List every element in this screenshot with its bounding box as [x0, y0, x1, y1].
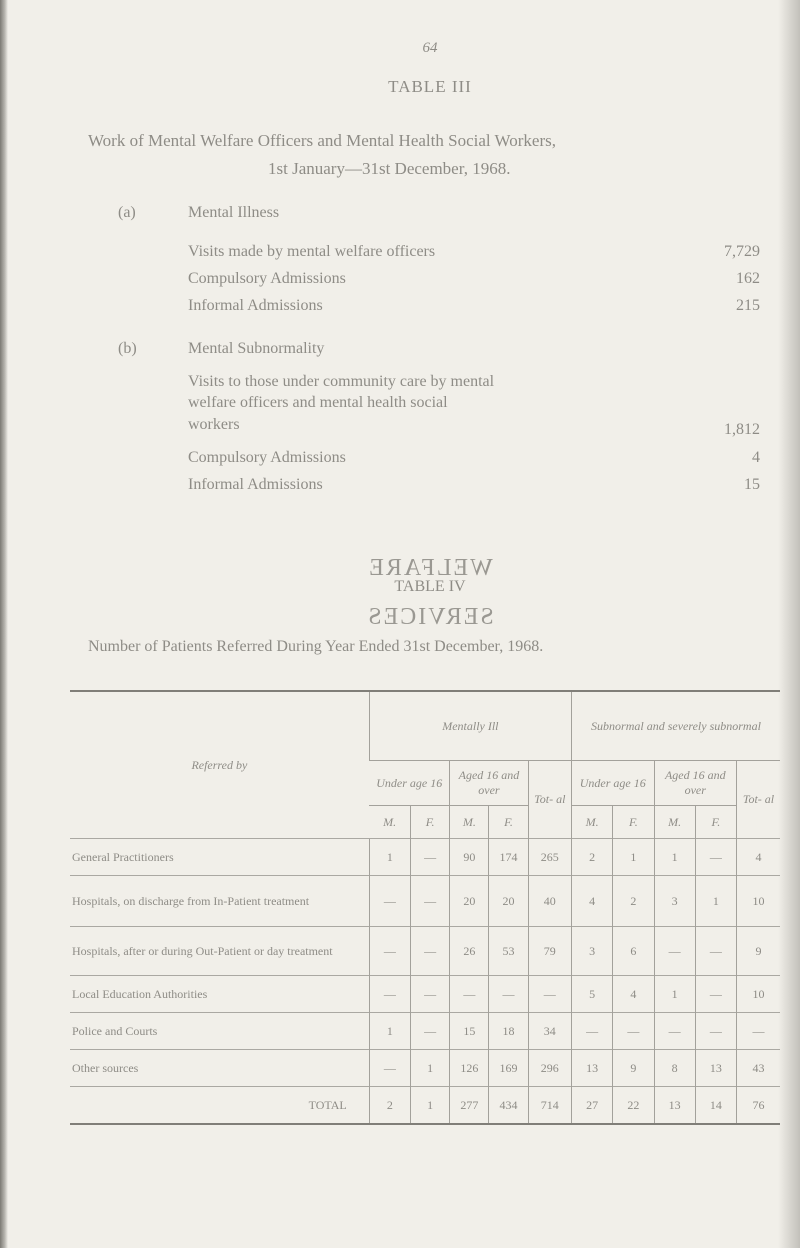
table-3-subtitle-line2: 1st January—31st December, 1968.: [268, 159, 511, 178]
table-cell: 1: [411, 1087, 450, 1125]
referrals-table: [70, 690, 780, 1125]
table-cell: 126: [450, 1050, 489, 1087]
table-cell: 13: [695, 1050, 736, 1087]
table-cell: —: [695, 839, 736, 876]
table-header-row: [70, 691, 780, 761]
header-referred-by: Referred by: [70, 691, 369, 839]
table-cell: 15: [450, 1013, 489, 1050]
table-cell: 265: [528, 839, 571, 876]
header-m: M.: [450, 806, 489, 839]
table-3-subtitle: [88, 127, 788, 183]
table-cell: 1: [695, 876, 736, 927]
table-3-subtitle-line1: Work of Mental Welfare Officers and Mental Health Social Workers,: [88, 131, 556, 150]
table-cell: 6: [613, 927, 654, 976]
bleed-through-text: SERVICES: [366, 604, 494, 630]
table-cell: 13: [571, 1050, 612, 1087]
row-label: Local Education Authorities: [70, 976, 369, 1013]
section-a-item-value: 162: [736, 270, 760, 287]
table-cell: 434: [489, 1087, 528, 1125]
header-aged-16: Aged 16 and over: [654, 761, 737, 806]
table-cell: 5: [571, 976, 612, 1013]
header-f: F.: [613, 806, 654, 839]
table-cell: —: [411, 839, 450, 876]
section-a-heading: [118, 204, 279, 222]
table-cell: —: [654, 927, 695, 976]
table-row: [70, 839, 780, 876]
table-3-title: TABLE III: [388, 77, 472, 96]
header-m: M.: [571, 806, 612, 839]
header-total: Tot- al: [737, 761, 780, 839]
header-mentally-ill: Mentally Ill: [369, 691, 571, 761]
row-label: General Practitioners: [70, 839, 369, 876]
table-cell: 169: [489, 1050, 528, 1087]
table-cell: 296: [528, 1050, 571, 1087]
section-a-title: Mental Illness: [188, 204, 280, 221]
table-cell: 2: [571, 839, 612, 876]
table-cell: 4: [571, 876, 612, 927]
table-cell: 9: [613, 1050, 654, 1087]
table-cell: 20: [489, 876, 528, 927]
table-4-title: TABLE IV: [394, 578, 466, 595]
table-cell: —: [571, 1013, 612, 1050]
table-cell: —: [369, 876, 410, 927]
section-a-item-label: Informal Admissions: [188, 297, 323, 314]
table-cell: 4: [737, 839, 780, 876]
table-cell: —: [411, 976, 450, 1013]
row-label: Hospitals, on discharge from In-Patient treatment: [70, 876, 369, 927]
table-cell: —: [369, 927, 410, 976]
row-label: Hospitals, after or during Out-Patient or day treatment: [70, 927, 369, 976]
table-cell: 9: [737, 927, 780, 976]
table-cell: —: [654, 1013, 695, 1050]
section-b-visits-value: 1,812: [724, 421, 760, 438]
table-cell: 174: [489, 839, 528, 876]
table-cell: —: [695, 976, 736, 1013]
table-row: [70, 927, 780, 976]
table-row: [70, 1013, 780, 1050]
header-under-16: Under age 16: [369, 761, 449, 806]
table-cell: 79: [528, 927, 571, 976]
table-cell: 2: [369, 1087, 410, 1125]
table-row: [70, 976, 780, 1013]
table-cell: —: [737, 1013, 780, 1050]
table-cell: —: [450, 976, 489, 1013]
table-cell: 10: [737, 876, 780, 927]
row-label: Police and Courts: [70, 1013, 369, 1050]
row-label: TOTAL: [70, 1087, 369, 1125]
bleed-through-text: WELFARE: [367, 555, 493, 581]
table-cell: 10: [737, 976, 780, 1013]
section-b-letter: (b): [118, 340, 137, 357]
section-b-item-label: Informal Admissions: [188, 476, 323, 493]
table-cell: —: [369, 1050, 410, 1087]
header-under-16: Under age 16: [571, 761, 654, 806]
table-cell: 4: [613, 976, 654, 1013]
table-row: [70, 1050, 780, 1087]
table-cell: —: [411, 1013, 450, 1050]
table-cell: 8: [654, 1050, 695, 1087]
table-cell: —: [369, 976, 410, 1013]
table-cell: 26: [450, 927, 489, 976]
table-cell: 34: [528, 1013, 571, 1050]
table-cell: 90: [450, 839, 489, 876]
table-cell: 2: [613, 876, 654, 927]
table-cell: —: [695, 1013, 736, 1050]
section-a-letter: (a): [118, 204, 136, 221]
page-number: 64: [422, 40, 438, 56]
section-a-item-value: 7,729: [724, 243, 760, 260]
table-cell: —: [411, 876, 450, 927]
section-a-item-label: Visits made by mental welfare officers: [188, 243, 436, 260]
table-row: [70, 876, 780, 927]
table-cell: —: [411, 927, 450, 976]
section-b-title: Mental Subnormality: [188, 340, 325, 357]
table-total-row: [70, 1087, 780, 1125]
table-cell: —: [528, 976, 571, 1013]
table-cell: 1: [613, 839, 654, 876]
table-cell: 1: [369, 839, 410, 876]
section-b-item-label: Compulsory Admissions: [188, 449, 346, 466]
table-cell: 27: [571, 1087, 612, 1125]
header-total: Tot- al: [528, 761, 571, 839]
table-cell: 43: [737, 1050, 780, 1087]
table-cell: 14: [695, 1087, 736, 1125]
header-m: M.: [383, 814, 397, 829]
section-b-heading: [118, 340, 324, 358]
table-cell: 1: [654, 839, 695, 876]
table-cell: 3: [571, 927, 612, 976]
section-b-item-value: 4: [752, 449, 760, 466]
header-f: F.: [489, 806, 528, 839]
table-cell: 714: [528, 1087, 571, 1125]
header-f: F.: [695, 806, 736, 839]
table-cell: 22: [613, 1087, 654, 1125]
section-b-item-value: 15: [744, 476, 760, 493]
header-aged-16: Aged 16 and over: [450, 761, 528, 806]
table-cell: —: [695, 927, 736, 976]
table-cell: 1: [411, 1050, 450, 1087]
table-cell: 1: [654, 976, 695, 1013]
table-cell: 1: [369, 1013, 410, 1050]
section-b-visits-line3: workers: [188, 416, 240, 433]
table-cell: —: [489, 976, 528, 1013]
table-cell: 76: [737, 1087, 780, 1125]
table-cell: —: [613, 1013, 654, 1050]
table-cell: 277: [450, 1087, 489, 1125]
row-label: Other sources: [70, 1050, 369, 1087]
table-cell: 53: [489, 927, 528, 976]
section-a-item-value: 215: [736, 297, 760, 314]
table-4-subtitle: Number of Patients Referred During Year Ended 31st December, 1968.: [88, 638, 544, 655]
header-f: F.: [411, 806, 450, 839]
section-a-item-label: Compulsory Admissions: [188, 270, 346, 287]
table-body: [70, 839, 780, 1125]
table-cell: 18: [489, 1013, 528, 1050]
header-m: M.: [654, 806, 695, 839]
table-cell: 40: [528, 876, 571, 927]
table-cell: 20: [450, 876, 489, 927]
header-subnormal: Subnormal and severely subnormal: [571, 691, 780, 761]
section-b-visits-line1: Visits to those under community care by mental: [188, 373, 495, 390]
table-cell: 3: [654, 876, 695, 927]
section-b-visits-line2: welfare officers and mental health social: [188, 394, 448, 411]
table-cell: 13: [654, 1087, 695, 1125]
